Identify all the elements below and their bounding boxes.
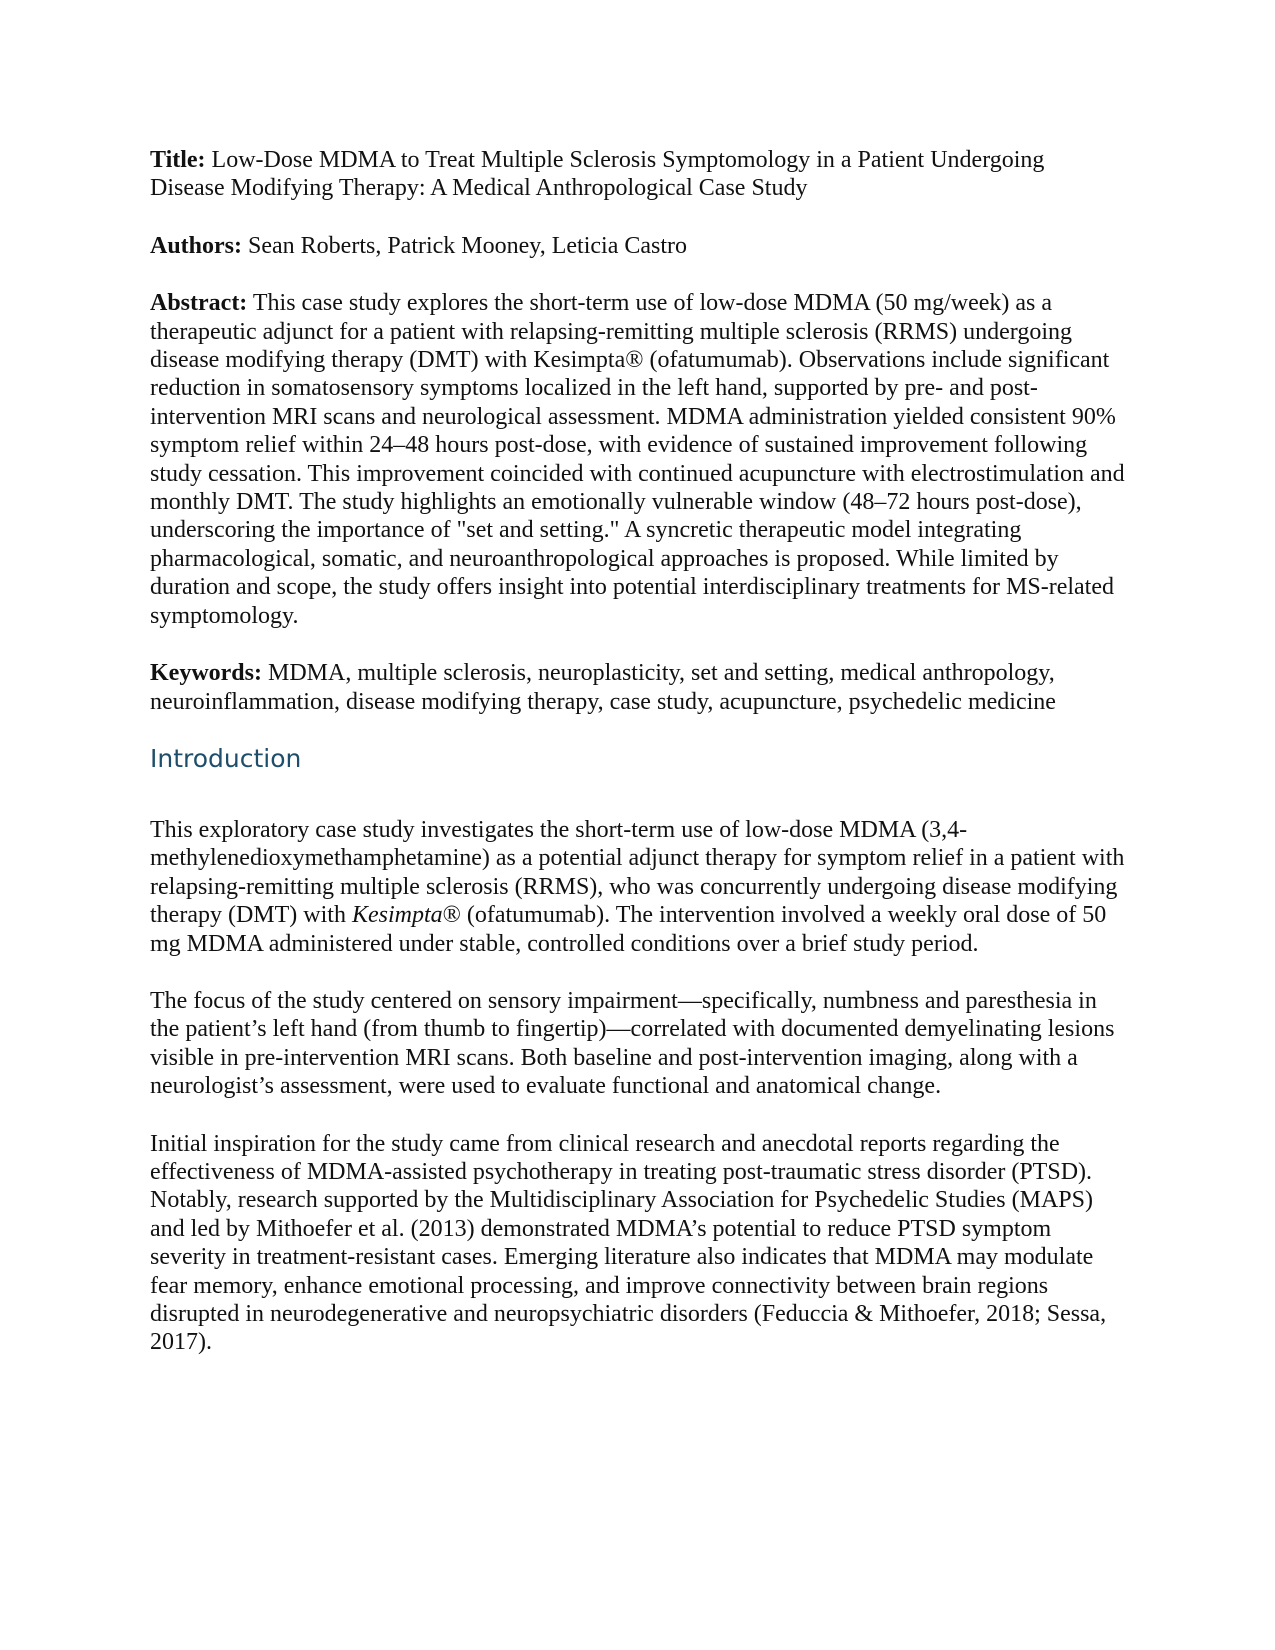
section-heading-introduction: Introduction [150, 743, 302, 773]
title-text: Low-Dose MDMA to Treat Multiple Sclerosis Symptomology in a Patient Undergoing Disease Modifying Therapy: A Medical Anthropological Case Study [150, 147, 1045, 202]
authors-label: Authors: [150, 232, 243, 259]
intro-paragraph-3: Initial inspiration for the study came from clinical research and anecdotal reports regarding the effectiveness of MDMA-assisted psychotherapy in treating post-traumatic stress disorder (PTSD). Notably, research supported by the Multidisciplinary Association for Psychedelic Studies (MAPS) and led by Mithoefer et al. (2013) demonstrated MDMA’s potential to reduce PTSD symptom severity in treatment-resistant cases. Emerging literature also indicates that MDMA may modulate fear memory, enhance emotional processing, and improve connectivity between brain regions disrupted in neurodegenerative and neuropsychiatric disorders (Feduccia & Mithoefer, 2018; Sessa, 2017). [150, 1130, 1107, 1356]
intro-p1-drug-name: Kesimpta [351, 902, 443, 929]
abstract-text: This case study explores the short-term use of low-dose MDMA (50 mg/week) as a therapeutic adjunct for a patient with relapsing-remitting multiple sclerosis (RRMS) undergoing disease modifying therapy (DMT) with Kesimpta® (ofatumumab). Observations include significant reduction in somatosensory symptoms localized in the left hand, supported by pre- and post-intervention MRI scans and neurological assessment. MDMA administration yielded consistent 90% symptom relief within 24–48 hours post-dose, with evidence of sustained improvement following study cessation. This improvement coincided with continued acupuncture with electrostimulation and monthly DMT. The study highlights an emotionally vulnerable window (48–72 hours post-dose), underscoring the importance of "set and setting." A syncretic therapeutic model integrating pharmacological, somatic, and neuroanthropological approaches is proposed. While limited by duration and scope, the study offers insight into potential interdisciplinary treatments for MS-related symptomology. [150, 290, 1125, 629]
abstract [150, 289, 1125, 630]
intro-paragraph-1 [150, 816, 1125, 958]
intro-p1-text-end: ® (ofatumumab). The intervention involved a weekly oral dose of 50 mg MDMA administered under stable, controlled conditions over a brief study period. [150, 902, 1107, 957]
authors-text: Sean Roberts, Patrick Mooney, Leticia Castro [248, 232, 688, 259]
introduction-body [150, 816, 1125, 1357]
paper-title [150, 146, 1125, 203]
keywords-text: MDMA, multiple sclerosis, neuroplasticity, set and setting, medical anthropology, neuroinflammation, disease modifying therapy, case study, acupuncture, psychedelic medicine [150, 660, 1056, 715]
intro-paragraph-2: The focus of the study centered on sensory impairment—specifically, numbness and paresthesia in the patient’s left hand (from thumb to fingertip)—correlated with documented demyelinating lesions visible in pre-intervention MRI scans. Both baseline and post-intervention imaging, along with a neurologist’s assessment, were used to evaluate functional and anatomical change. [150, 987, 1115, 1100]
abstract-label: Abstract: [150, 290, 248, 317]
paper-authors [150, 232, 1125, 260]
keywords [150, 659, 1125, 716]
document-page [150, 146, 1125, 1357]
title-label: Title: [150, 147, 206, 173]
intro-p1-text-start: This exploratory case study investigates the short-term use of low-dose MDMA (3,4-methylenedioxymethamphetamine) as a potential adjunct therapy for symptom relief in a patient with relapsing-remitting multiple sclerosis (RRMS), who was concurrently undergoing disease modifying therapy (DMT) with [150, 816, 1125, 929]
keywords-label: Keywords: [150, 660, 262, 687]
